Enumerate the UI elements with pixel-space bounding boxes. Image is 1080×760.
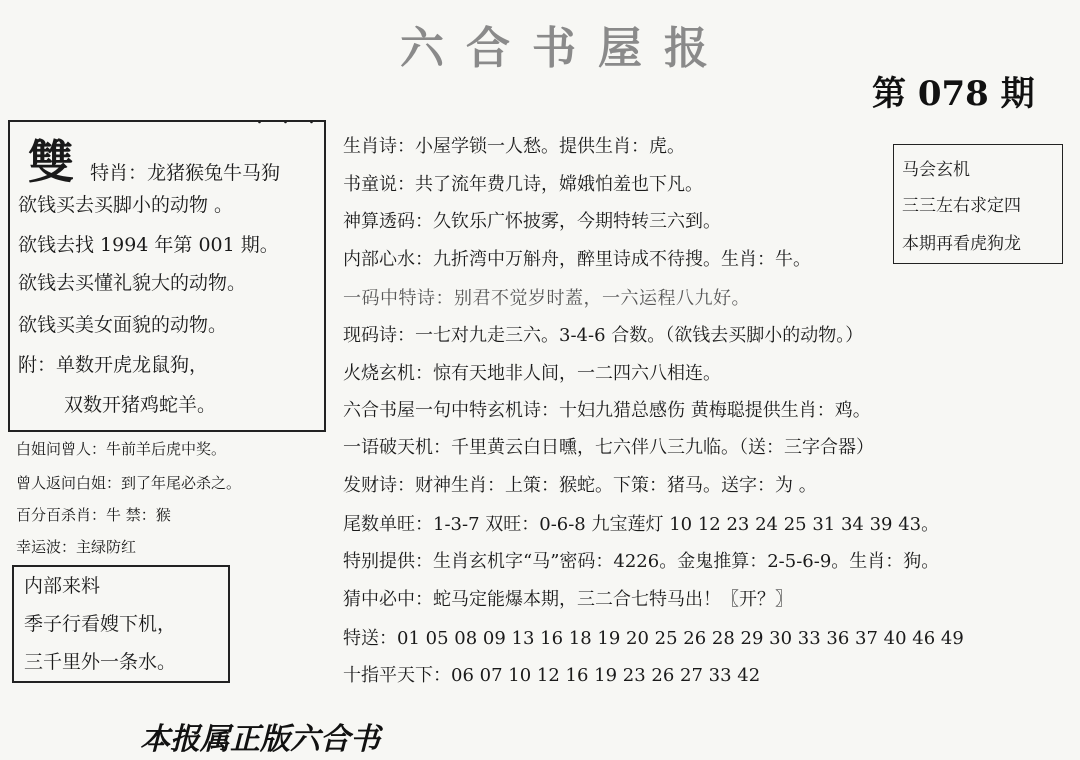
main-line: 生肖诗：小屋学锁一人愁。提供生肖：虎。: [343, 136, 685, 157]
inside-info-box: [12, 565, 230, 683]
main-line: 一码中特诗：别君不觉岁时蓋，一六运程八九好。: [343, 288, 750, 309]
left-note: 曾人返问白姐：到了年尾必杀之。: [16, 474, 242, 492]
left-box-line: 欲钱买去买脚小的动物 。: [18, 194, 234, 216]
main-line: 现码诗：一七对九走三六。3-4-6 合数。（欲钱去买脚小的动物。）: [343, 325, 864, 346]
left-note: 幸运波：主绿防红: [16, 538, 137, 556]
main-line: 六合书屋一句中特玄机诗：十妇九猎总感伤 黄梅聪提供生肖：鸡。: [343, 400, 871, 421]
left-note: 白姐问曾人：牛前羊后虎中奖。: [16, 440, 227, 458]
left-box-line: 欲钱买美女面貌的动物。: [18, 314, 228, 336]
left-box-line: 双数开猪鸡蛇羊。: [64, 394, 217, 416]
inside-info-line: 季子行看嫂下机，: [24, 613, 177, 635]
decorative-dots: . . .: [256, 104, 321, 129]
left-box-line: 特肖：龙猪猴兔牛马狗: [90, 162, 281, 184]
left-note: 百分百杀肖：牛 禁：猴: [16, 506, 171, 524]
main-line: 猜中必中：蛇马定能爆本期，三二合七特马出！〖开？〗: [343, 589, 793, 610]
main-line: 特送：01 05 08 09 13 16 18 19 20 25 26 28 29 30 33 36 37 40 46 49: [343, 628, 964, 649]
main-line: 十指平天下：06 07 10 12 16 19 23 26 27 33 42: [343, 665, 761, 686]
main-line: 书童说：共了流年费几诗，嫦娥怕羞也下凡。: [343, 174, 703, 195]
main-line: 特别提供：生肖玄机字“马”密码：4226。金鬼推算：2-5-6-9。生肖：狗。: [343, 551, 940, 572]
horse-club-line: 三三左右求定四: [902, 196, 1021, 216]
inside-info-line: 三千里外一条水。: [24, 651, 177, 673]
left-box-line: 欲钱去找 1994 年第 001 期。: [18, 234, 279, 256]
main-line: 一语破天机：千里黄云白日曛，七六伴八三九临。（送：三字合器）: [343, 437, 874, 458]
left-box-line: 附：单数开虎龙鼠狗，: [18, 354, 209, 376]
horse-club-box: [893, 144, 1063, 264]
issue-number: 第 078 期: [872, 74, 1035, 114]
main-line: 内部心水：九折湾中万斛舟，醉里诗成不待搜。生肖：牛。: [343, 249, 811, 270]
main-line: 发财诗：财神生肖：上策：猴蛇。下策：猪马。送字：为 。: [343, 475, 817, 496]
newspaper-title: 六合书屋报: [400, 23, 730, 74]
left-box-line: 欲钱去买懂礼貌大的动物。: [18, 272, 247, 294]
main-line: 神算透码：久钦乐广怀披雾，今期特转三六到。: [343, 211, 721, 232]
inside-info-line: 内部来料: [24, 575, 101, 597]
horse-club-line: 马会玄机: [902, 160, 970, 180]
main-line: 火烧玄机：惊有天地非人间，一二四六八相连。: [343, 363, 721, 384]
main-line: 尾数单旺：1-3-7 双旺：0-6-8 九宝莲灯 10 12 23 24 25 31 34 39 43。: [343, 514, 940, 535]
horse-club-line: 本期再看虎狗龙: [902, 234, 1021, 254]
special-zodiac-box: [8, 120, 326, 432]
footer-slogan: 本报属正版六合书: [140, 722, 380, 757]
double-character: 雙: [28, 135, 74, 189]
